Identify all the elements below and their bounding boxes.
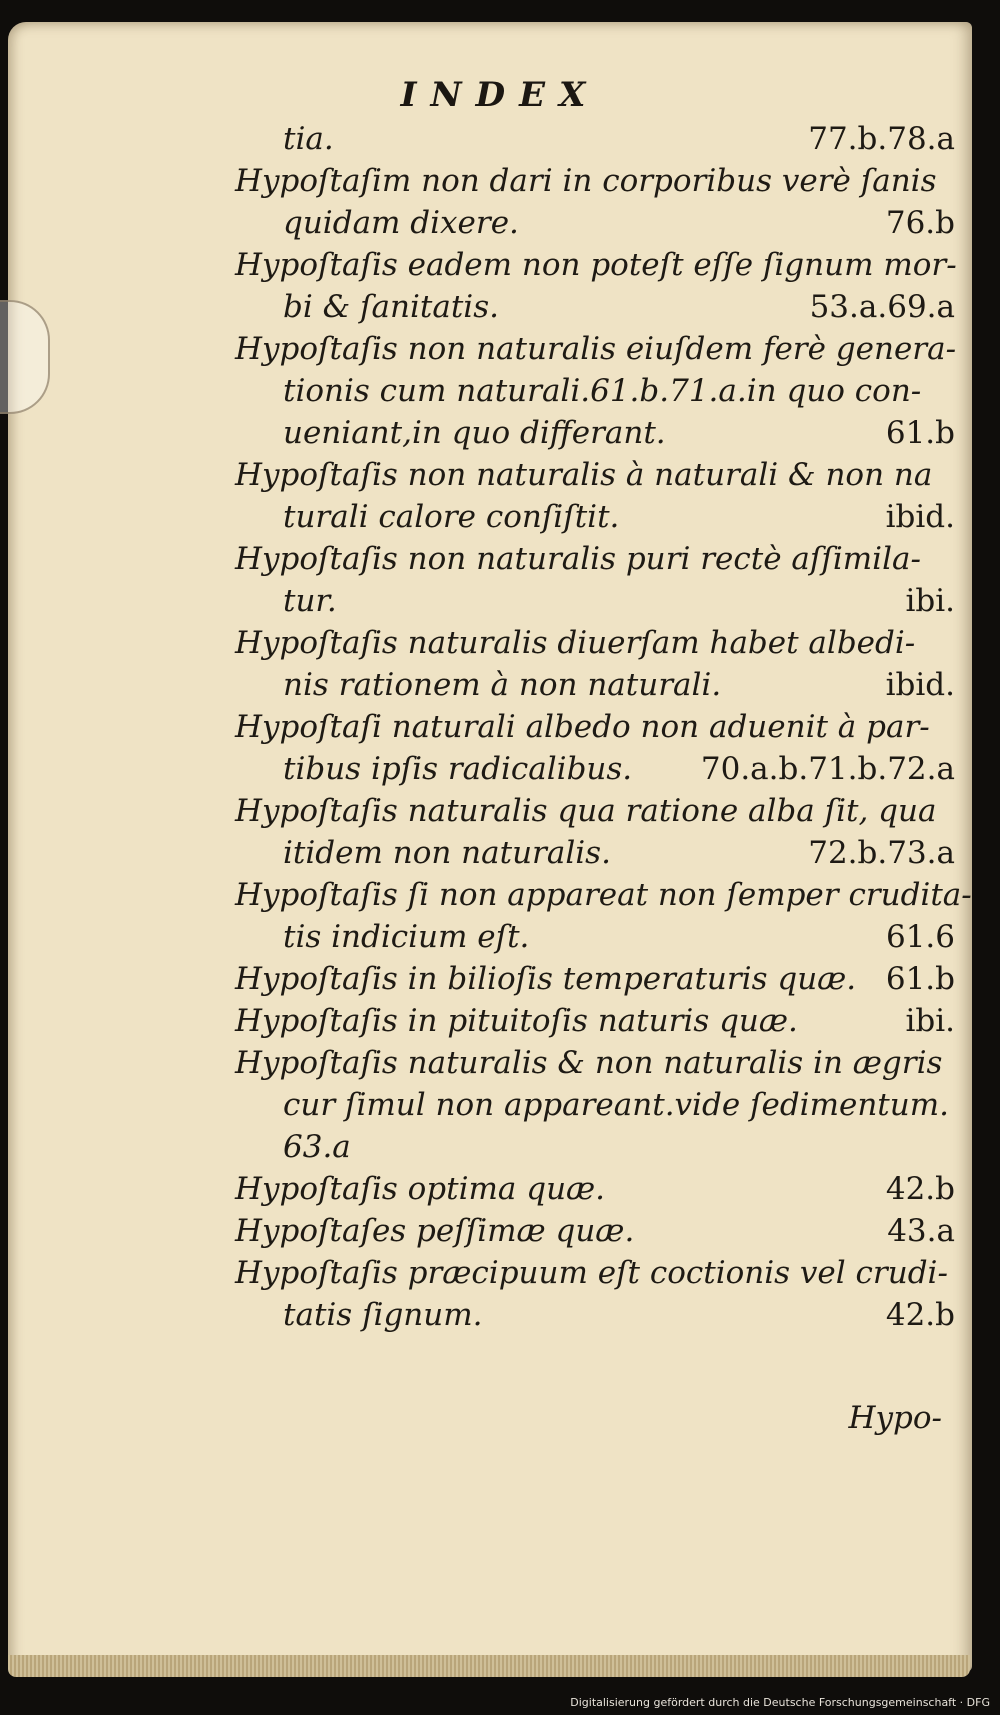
index-line-reference: ibid. [885, 499, 955, 535]
index-line [235, 202, 955, 244]
index-line-text: Hypoſtaſis non naturalis puri rectè aſſimila- [235, 541, 921, 577]
index-line [235, 1252, 955, 1294]
index-line-text: Hypoſtaſis optima quæ. [235, 1171, 606, 1207]
index-line-text: Hypoſtaſis naturalis & non naturalis in ægris [235, 1045, 943, 1081]
page-header: INDEX [400, 75, 600, 115]
index-line-text: Hypoſtaſis naturalis qua ratione alba ſit, qua [235, 793, 937, 829]
index-line [235, 1000, 955, 1042]
index-line [235, 916, 955, 958]
index-line [235, 706, 955, 748]
index-line [235, 412, 955, 454]
catchword: Hypo- [848, 1400, 942, 1436]
footer-credit: Digitalisierung gefördert durch die Deutsche Forschungsgemeinschaft · DFG [570, 1696, 990, 1709]
index-line-reference: 61.b [885, 415, 955, 451]
index-line-text: turali calore conſiſtit. [283, 499, 620, 535]
index-line [235, 748, 955, 790]
index-line-text: Hypoſtaſis naturalis diuerſam habet albedi- [235, 625, 916, 661]
index-line-reference: 70.a.b.71.b.72.a [700, 751, 955, 787]
index-line [235, 118, 955, 160]
index-line [235, 160, 955, 202]
index-line-reference: ibi. [905, 1003, 955, 1039]
index-line-text: quidam dixere. [283, 205, 519, 241]
index-line-text: nis rationem à non naturali. [283, 667, 722, 703]
index-line [235, 664, 955, 706]
index-line [235, 1084, 955, 1126]
index-line-reference: 72.b.73.a [808, 835, 955, 871]
index-line [235, 874, 972, 916]
index-line-text: tibus ipſis radicalibus. [283, 751, 633, 787]
index-line-text: Hypoſtaſis eadem non poteſt eſſe ſignum mor- [235, 247, 957, 283]
index-line-text: tur. [283, 583, 337, 619]
index-line [235, 1294, 955, 1336]
index-line [235, 1126, 955, 1168]
index-line-reference: 76.b [885, 205, 955, 241]
index-line-reference: ibid. [885, 667, 955, 703]
index-line-reference: 77.b.78.a [808, 121, 955, 157]
index-line [235, 1168, 955, 1210]
index-line-text: tia. [283, 121, 334, 157]
index-line-text: Hypoſtaſim non dari in corporibus verè ſanis [235, 163, 937, 199]
index-line-reference: 61.b [885, 961, 955, 997]
index-line [235, 790, 955, 832]
page-clip [0, 300, 50, 414]
index-line [235, 622, 955, 664]
index-line-text: tionis cum naturali.61.b.71.a.in quo con- [283, 373, 922, 409]
index-line-text: bi & ſanitatis. [283, 289, 499, 325]
index-line-reference: 42.b [885, 1171, 955, 1207]
index-line [235, 580, 955, 622]
index-line-reference: 53.a.69.a [809, 289, 955, 325]
index-line [235, 538, 955, 580]
index-line-text: Hypoſtaſis in pituitoſis naturis quæ. [235, 1003, 798, 1039]
index-line-reference: ibi. [905, 583, 955, 619]
index-line-text: itidem non naturalis. [283, 835, 611, 871]
index-line-text: Hypoſtaſes peſſimæ quæ. [235, 1213, 635, 1249]
index-line [235, 286, 955, 328]
index-line [235, 832, 955, 874]
index-line-text: Hypoſtaſis præcipuum eſt coctionis vel crudi- [235, 1255, 948, 1291]
index-line-text: Hypoſtaſis non naturalis eiuſdem ferè genera- [235, 331, 957, 367]
index-line-text: Hypoſtaſis non naturalis à naturali & non na [235, 457, 933, 493]
index-line [235, 454, 955, 496]
index-line [235, 244, 955, 286]
index-line-text: Hypoſtaſi naturali albedo non aduenit à par- [235, 709, 930, 745]
index-line [235, 370, 955, 412]
index-line-text: cur ſimul non appareant.vide ſedimentum. [283, 1087, 949, 1123]
index-line-text: ueniant,in quo differant. [283, 415, 666, 451]
index-line [235, 958, 955, 1000]
index-line-text: Hypoſtaſis ſi non appareat non ſemper crudita- [235, 877, 972, 913]
index-line [235, 496, 955, 538]
index-line [235, 1042, 955, 1084]
index-line-reference: 42.b [885, 1297, 955, 1333]
index-line-reference: 61.6 [885, 919, 955, 955]
index-line-text: tatis ſignum. [283, 1297, 483, 1333]
index-line-reference: 43.a [887, 1213, 955, 1249]
index-line-text: 63.a [283, 1129, 351, 1165]
index-line [235, 328, 955, 370]
index-entries [235, 118, 972, 1336]
page-edge [8, 1655, 970, 1677]
index-line-text: Hypoſtaſis in bilioſis temperaturis quæ. [235, 961, 857, 997]
index-line-text: tis indicium eſt. [283, 919, 530, 955]
index-line [235, 1210, 955, 1252]
